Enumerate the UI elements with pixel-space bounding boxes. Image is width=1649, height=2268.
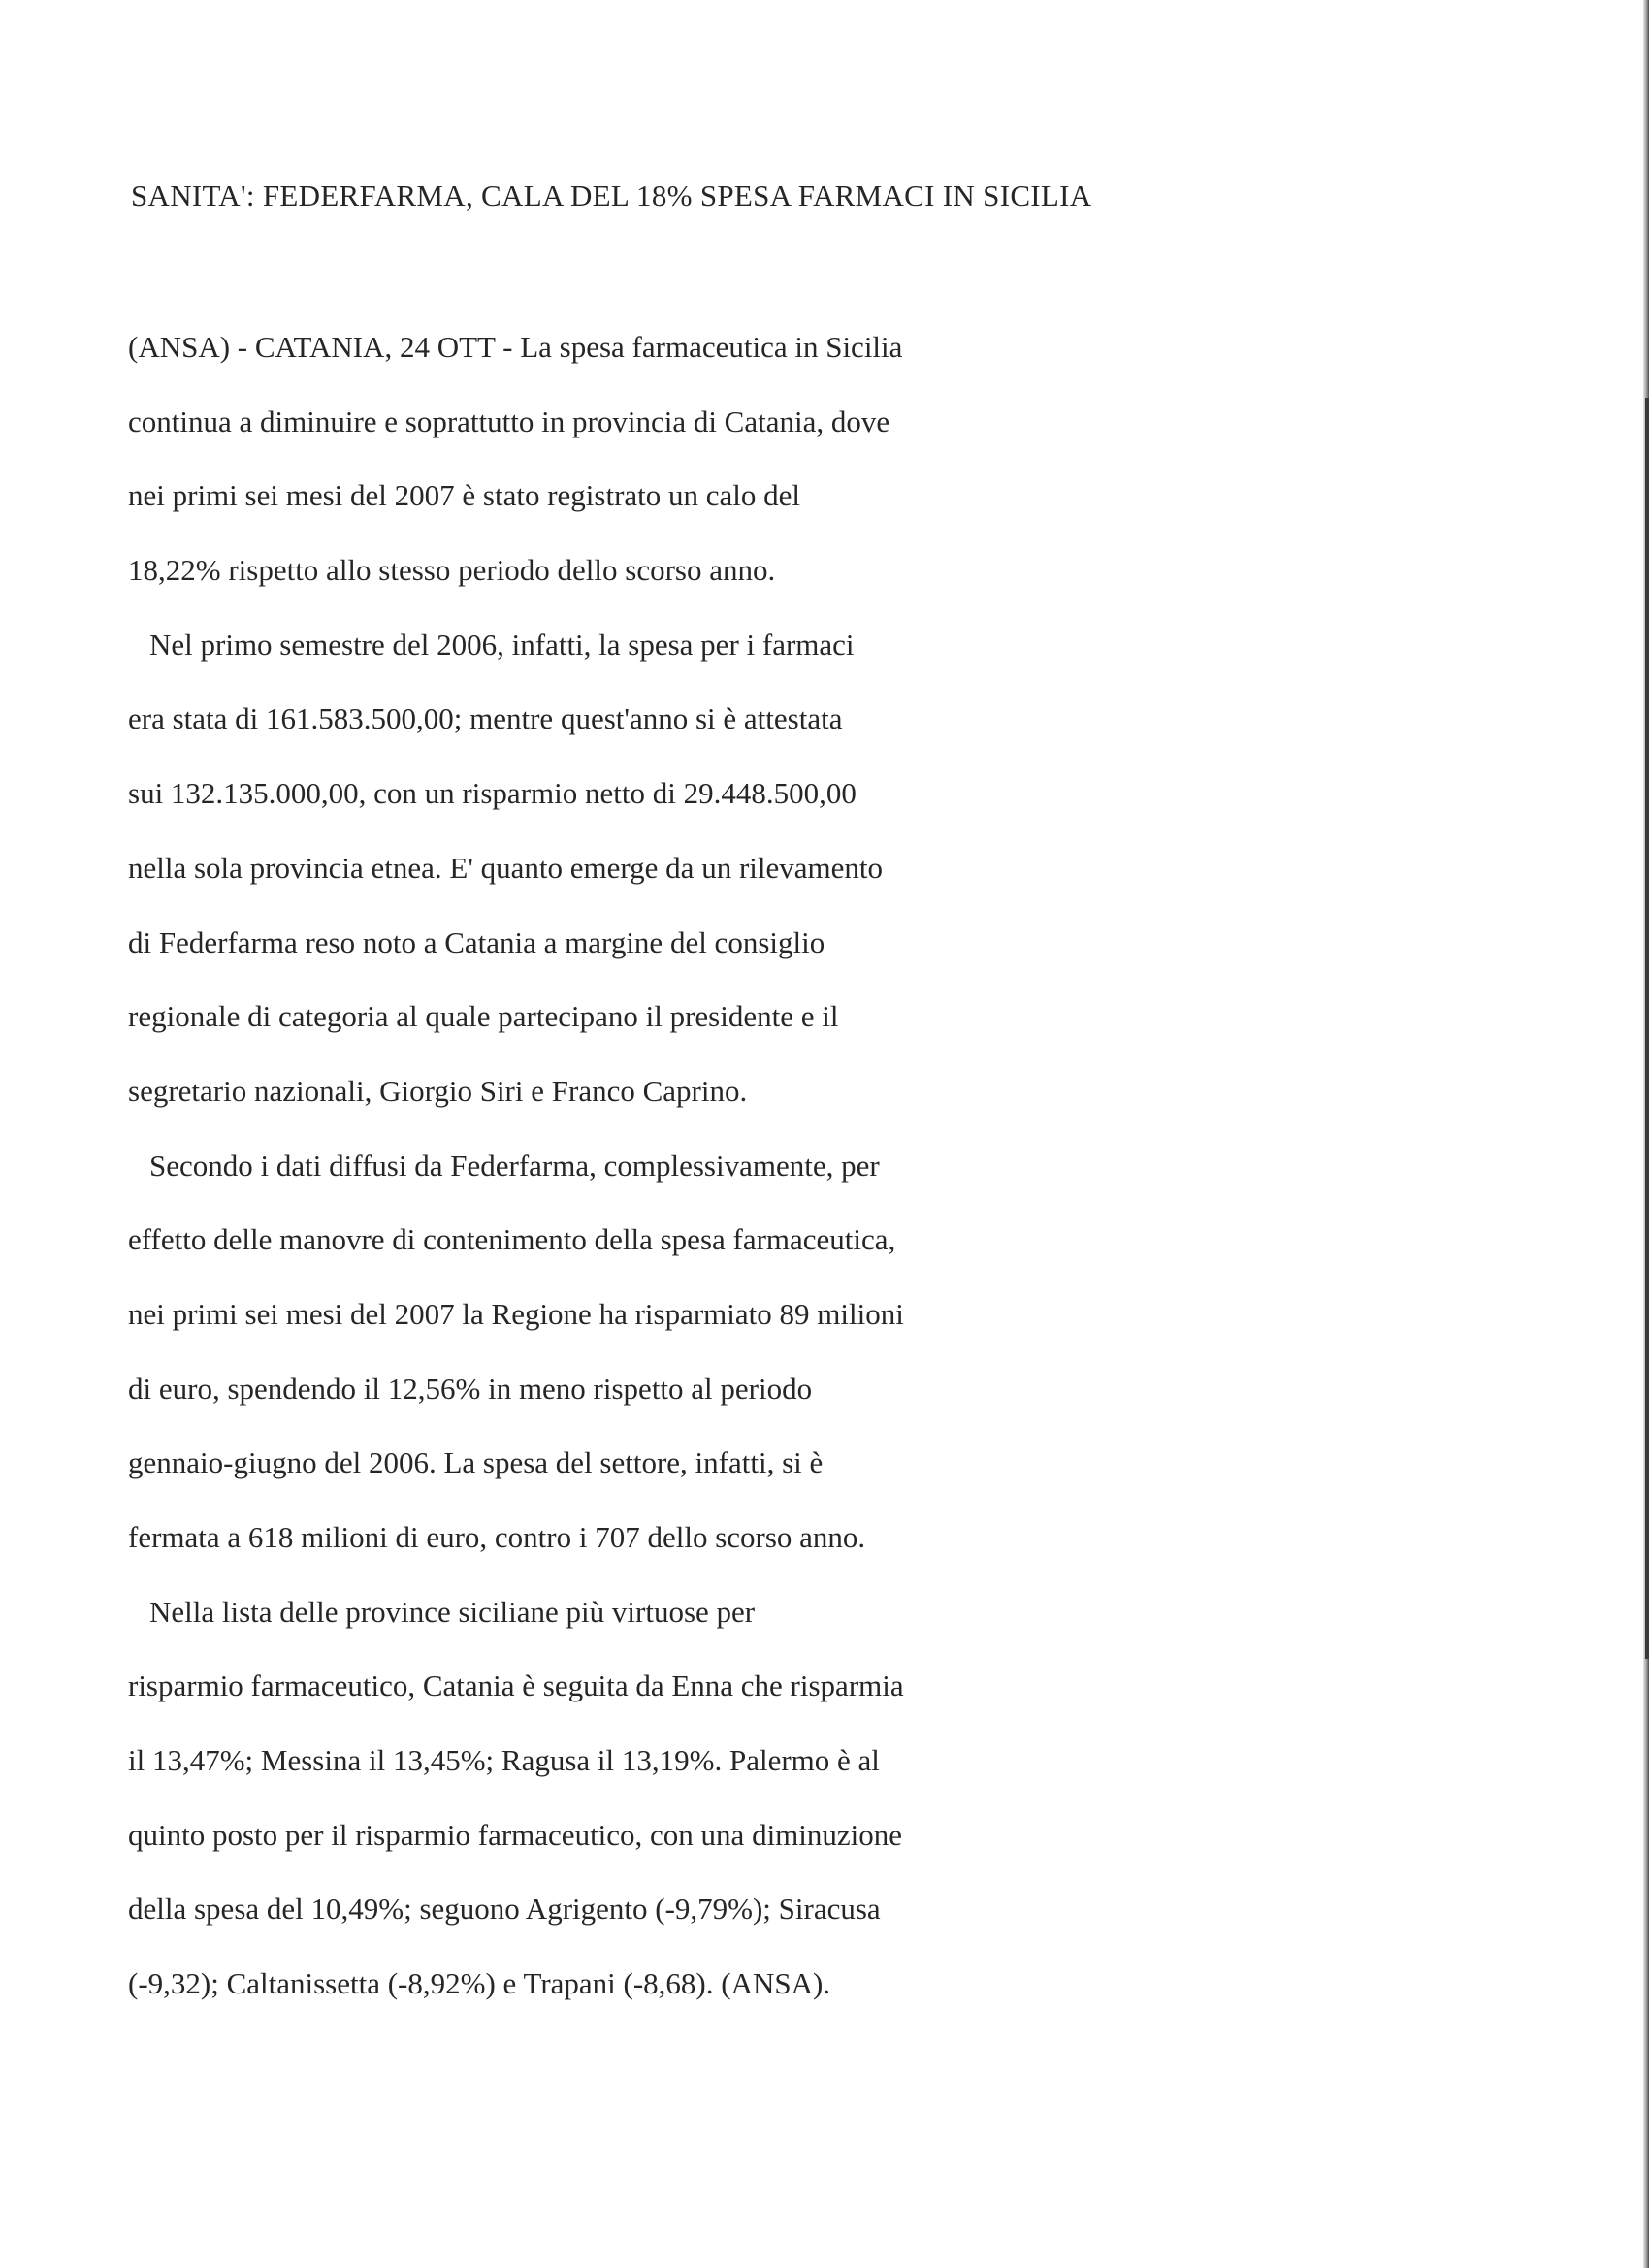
article-line: nei primi sei mesi del 2007 la Regione ha risparmiato 89 milioni xyxy=(128,1296,904,1331)
article-line: risparmio farmaceutico, Catania è seguita da Enna che risparmia xyxy=(128,1669,904,1703)
article-line: di euro, spendendo il 12,56% in meno rispetto al periodo xyxy=(128,1371,813,1406)
article-line: quinto posto per il risparmio farmaceutico, con una diminuzione xyxy=(128,1817,903,1852)
scan-shadow xyxy=(1645,398,1649,1659)
article-line: il 13,47%; Messina il 13,45%; Ragusa il 13,19%. Palermo è al xyxy=(128,1743,880,1778)
article-line: sui 132.135.000,00, con un risparmio netto di 29.448.500,00 xyxy=(128,776,857,811)
article-line: Nel primo semestre del 2006, infatti, la spesa per i farmaci xyxy=(149,627,855,662)
article-line: nei primi sei mesi del 2007 è stato registrato un calo del xyxy=(128,478,801,513)
article-line: gennaio-giugno del 2006. La spesa del settore, infatti, si è xyxy=(128,1445,824,1480)
headline: SANITA': FEDERFARMA, CALA DEL 18% SPESA FARMACI IN SICILIA xyxy=(131,178,1092,212)
article-line: era stata di 161.583.500,00; mentre quest'anno si è attestata xyxy=(128,701,843,736)
article-line: della spesa del 10,49%; seguono Agrigento (-9,79%); Siracusa xyxy=(128,1892,881,1927)
article-line: effetto delle manovre di contenimento della spesa farmaceutica, xyxy=(128,1222,896,1257)
article-line: fermata a 618 milioni di euro, contro i 707 dello scorso anno. xyxy=(128,1520,866,1554)
article-line: 18,22% rispetto allo stesso periodo dello scorso anno. xyxy=(128,553,776,588)
article-body xyxy=(128,327,1098,2038)
article-line: (-9,32); Caltanissetta (-8,92%) e Trapani (-8,68). (ANSA). xyxy=(128,1966,831,2001)
article-line: Secondo i dati diffusi da Federfarma, complessivamente, per xyxy=(149,1148,880,1183)
article-line: Nella lista delle province siciliane più virtuose per xyxy=(149,1594,756,1629)
article-line: (ANSA) - CATANIA, 24 OTT - La spesa farmaceutica in Sicilia xyxy=(128,330,903,364)
article-line: regionale di categoria al quale partecipano il presidente e il xyxy=(128,999,839,1034)
article-line: segretario nazionali, Giorgio Siri e Franco Caprino. xyxy=(128,1073,748,1108)
article-line: nella sola provincia etnea. E' quanto emerge da un rilevamento xyxy=(128,850,883,885)
article-line: di Federfarma reso noto a Catania a margine del consiglio xyxy=(128,924,825,959)
article-line: continua a diminuire e soprattutto in provincia di Catania, dove xyxy=(128,404,890,438)
